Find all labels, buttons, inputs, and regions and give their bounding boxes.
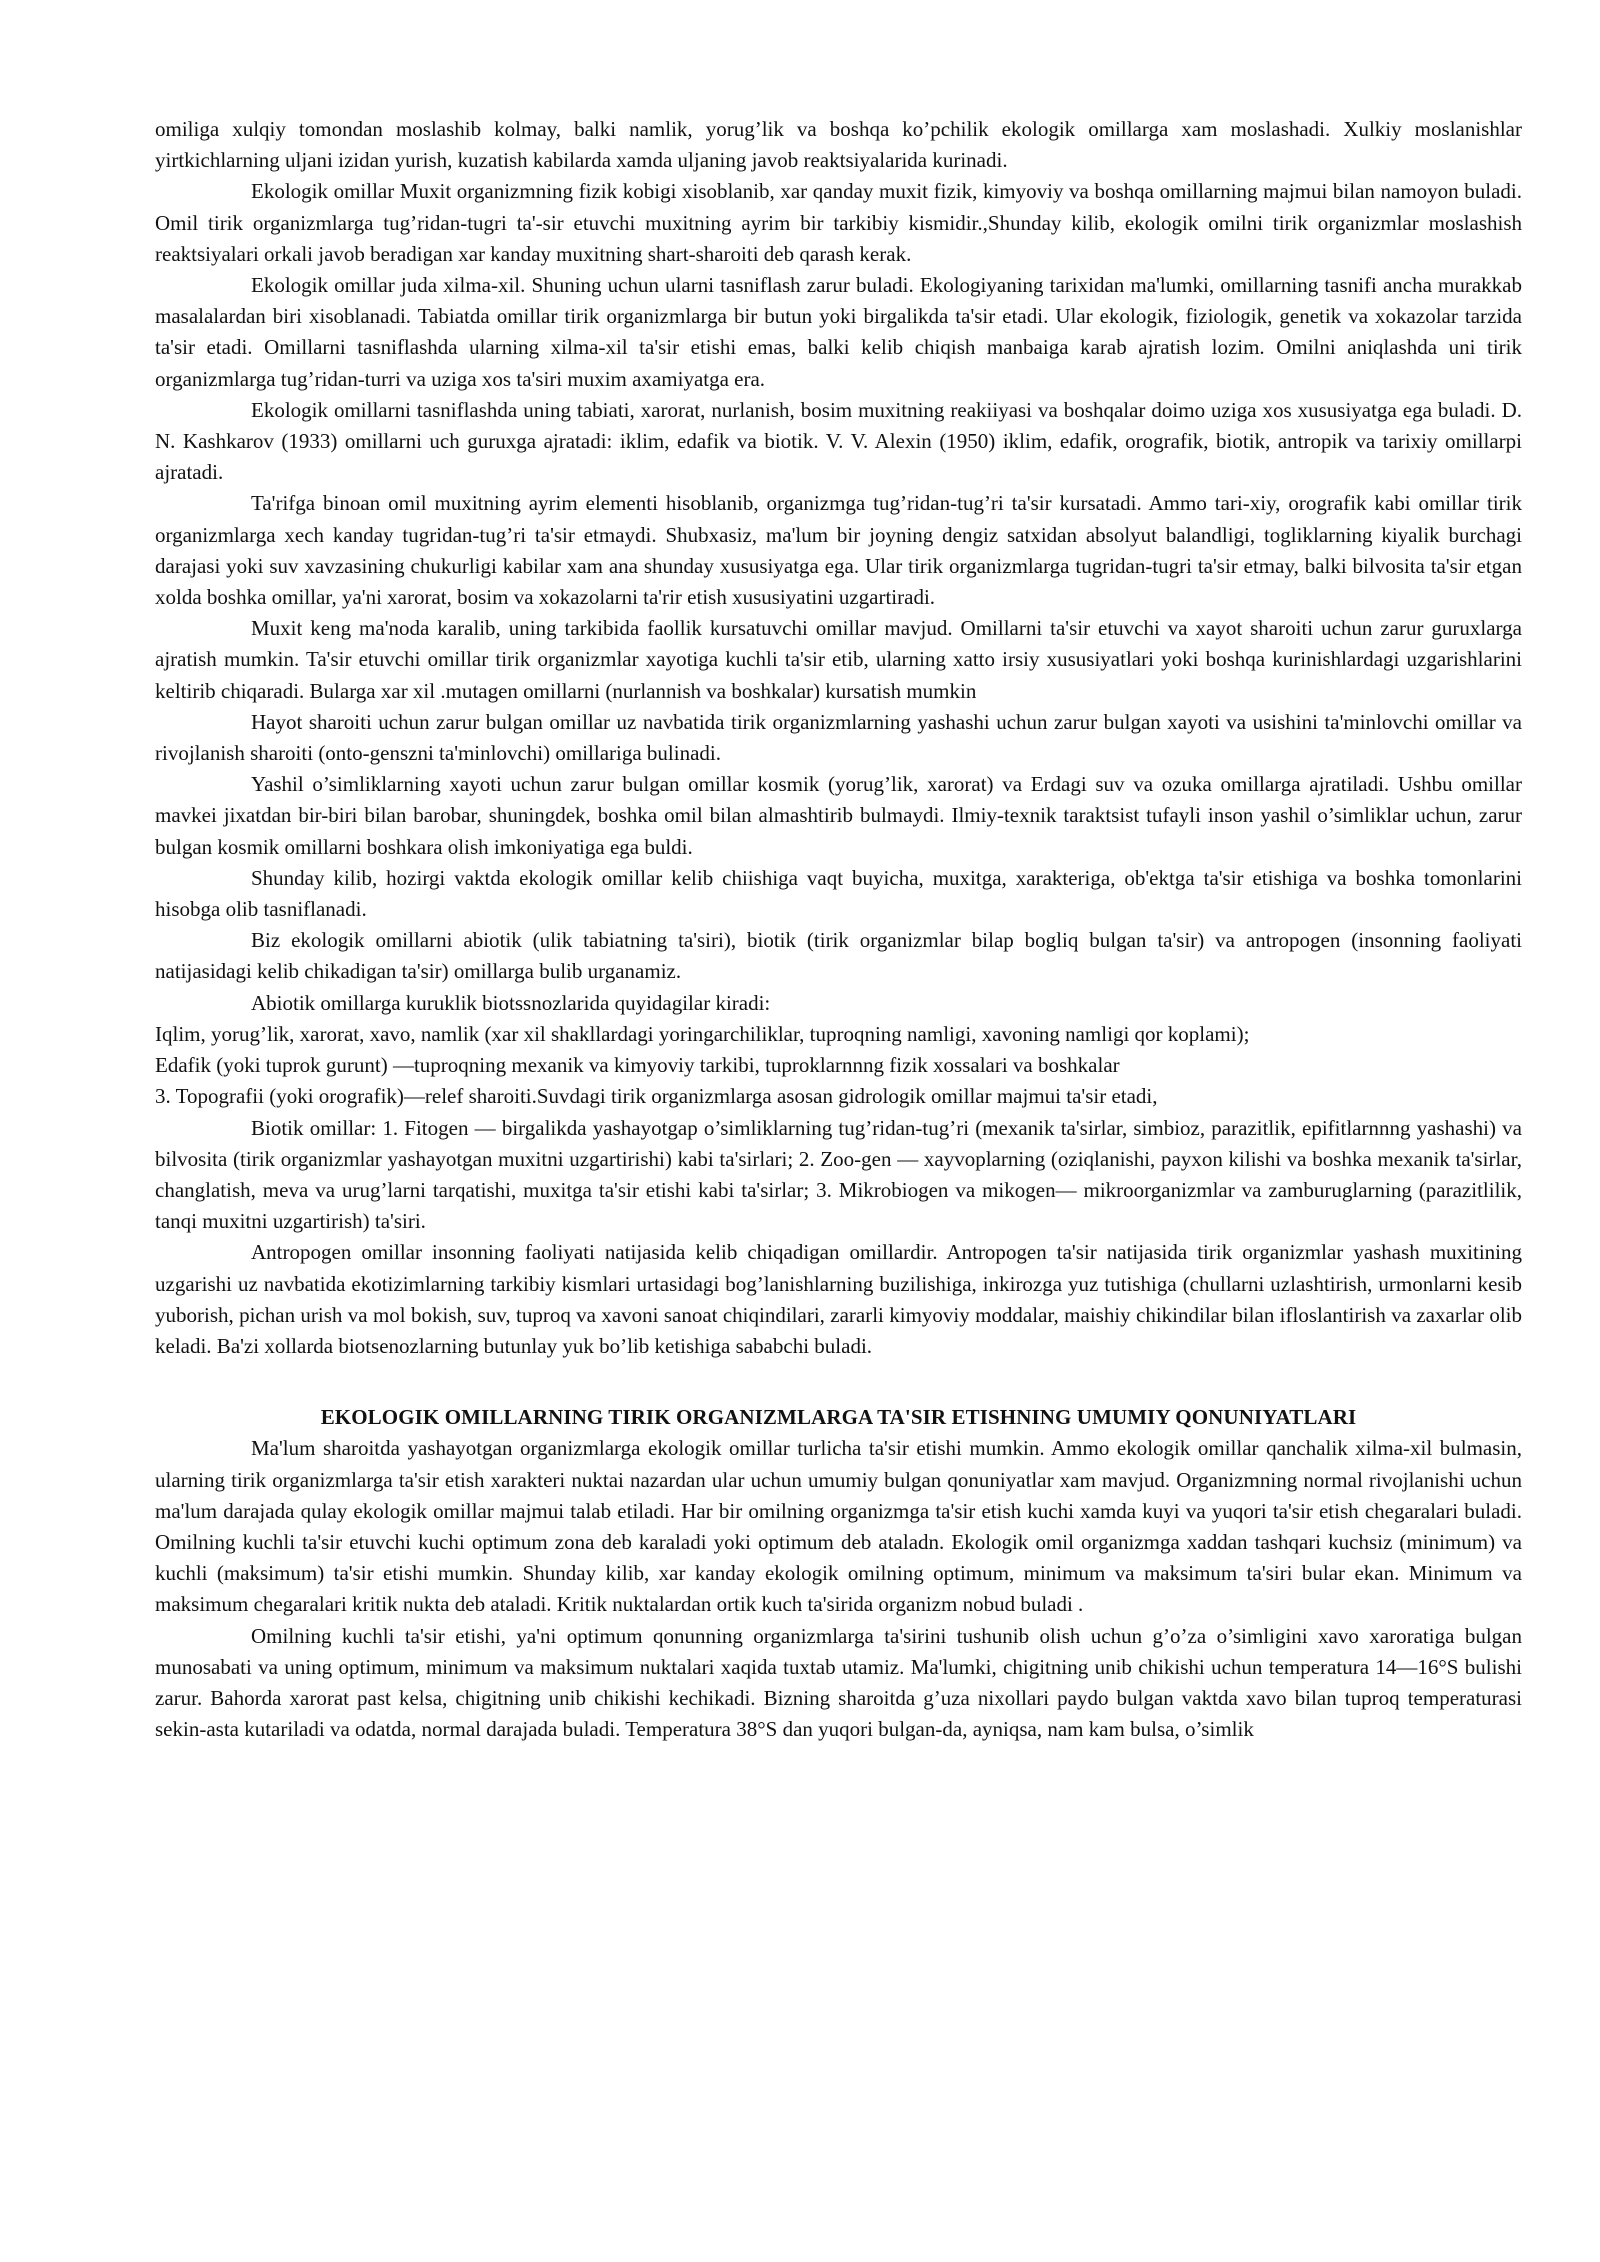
list-item: 3. Topografii (yoki orografik)—relef sharoiti.Suvdagi tirik organizmlarga asosan gidrologik omillar majmui ta'sir etadi, — [155, 1084, 1158, 1109]
paragraph: Biz ekologik omillarni abiotik (ulik tabiatning ta'siri), biotik (tirik organizmlar bilap bogliq bulgan ta'sir) va antropogen (insonning faoliyati natijasidagi kelib chikadigan ta'sir) omillarga bulib urganamiz. — [155, 928, 1522, 984]
paragraph: Omilning kuchli ta'sir etishi, ya'ni optimum qonunning organizmlarga ta'sirini tushunib olish uchun g’o’za o’simligini xavo xaroratiga bulgan munosabati va uning optimum, minimum va maksimum nuktalari xaqida tuxtab utamiz. Ma'lumki, chigitning unib chikishi uchun temperatura 14—16°S bulishi zarur. Bahorda xarorat past kelsa, chigitning unib chikishi kechikadi. Bizning sharoitda g’uza nixollari paydo bulgan vaktda xavo bilan tuproq temperaturasi sekin-asta kutariladi va odatda, normal darajada buladi. Temperatura 38°S dan yuqori bulgan-da, ayniqsa, nam kam bulsa, o’simlik — [155, 1623, 1522, 1742]
paragraph: Yashil o’simliklarning xayoti uchun zarur bulgan omillar kosmik (yorug’lik, xarorat) va Erdagi suv va ozuka omillarga ajratiladi. Ushbu omillar mavkei jixatdan bir-biri bilan barobar, shuningdek, boshka omil bilan almashtirib bulmaydi. Ilmiy-texnik taraktsist tufayli inson yashil o’simliklar uchun, zarur bulgan kosmik omillarni boshkara olish imkoniyatiga ega buldi. — [155, 772, 1522, 859]
paragraph: Biotik omillar: 1. Fitogen — birgalikda yashayotgap o’simliklarning tug’ridan-tug’ri (mexanik ta'sirlar, simbioz, parazitlik, epifitlarnnng yashashi) va bilvosita (tirik organizmlar yashayotgan muxitni uzgartirishi) kabi ta'sirlari; 2. Zoo-gen — xayvoplarning (oziqlanishi, payxon kilishi va boshka mexanik ta'sirlar, changlatish, meva va urug’larni tarqatishi, muxitga ta'sir etishi kabi ta'sirlar; 3. Mikrobiogen va mikogen— mikroorganizmlar va zamburuglarning (parazitlilik, tanqi muxitni uzgartirish) ta'siri. — [155, 1115, 1522, 1234]
document-page — [155, 114, 1522, 1745]
section-heading: EKOLOGIK OMILLARNING TIRIK ORGANIZMLARGA TA'SIR ETISHNING UMUMIY QONUNIYATLARI — [320, 1405, 1357, 1430]
paragraph: Antropogen omillar insonning faoliyati natijasida kelib chiqadigan omillardir. Antropogen ta'sir natijasida tirik organizmlar yashash muxitining uzgarishi uz navbatida ekotizimlarning tarkibiy kismlari urtasidagi bog’lanishlarning buzilishiga, inkirozga yuz tutishiga (chullarni uzlashtirish, urmonlarni kesib yuborish, pichan urish va mol bokish, suv, tuproq va xavoni sanoat chiqindilari, zararli kimyoviy moddalar, maishiy chikindilar bilan ifloslantirish va zaxarlar olib keladi. Ba'zi xollarda biotsenozlarning butunlay yuk bo’lib ketishiga sababchi buladi. — [155, 1240, 1522, 1358]
paragraph: Ekologik omillar Muxit organizmning fizik kobigi xisoblanib, xar qanday muxit fizik, kimyoviy va boshqa omillarning majmui bilan namoyon buladi. Omil tirik organizmlarga tug’ridan-tugri ta'-sir etuvchi muxitning ayrim bir tarkibiy kismidir.,Shunday kilib, ekologik omilni tirik organizmlar moslashish reaktsiyalari orkali javob beradigan xar kanday muxitning shart-sharoiti deb qarash kerak. — [155, 179, 1522, 266]
list-item: Edafik (yoki tuprok gurunt) —tuproqning mexanik va kimyoviy tarkibi, tuproklarnnng fizik xossalari va boshkalar — [155, 1053, 1120, 1078]
paragraph: Muxit keng ma'noda karalib, uning tarkibida faollik kursatuvchi omillar mavjud. Omillarni ta'sir etuvchi va xayot sharoiti uchun zarur guruxlarga ajratish mumkin. Ta'sir etuvchi omillar tirik organizmlar xayotiga kuchli ta'sir etib, ularning xatto irsiy xususiyatlari yoki boshqa kurinishlardagi uzgarishlarini keltirib chiqaradi. Bularga xar xil .mutagen omillarni (nurlannish va boshkalar) kursatish mumkin — [155, 616, 1522, 703]
paragraph: Shunday kilib, hozirgi vaktda ekologik omillar kelib chiishiga vaqt buyicha, muxitga, xarakteriga, ob'ektga ta'sir etishiga va boshka tomonlarini hisobga olib tasniflanadi. — [155, 865, 1522, 922]
paragraph: Ta'rifga binoan omil muxitning ayrim elementi hisoblanib, organizmga tug’ridan-tug’ri ta'sir kursatadi. Ammo tari-xiy, orografik kabi omillar tirik organizmlarga xech kanday tugridan-tug’ri ta'sir etmaydi. Shubxasiz, ma'lum bir joyning dengiz satxidan absolyut balandligi, togliklarning kiyalik burchagi darajasi yoki suv xavzasining chukurligi kabilar xam ana shunday xususiyatga ega. Ular tirik organizmlarga tugridan-tugri ta'sir etmay, balki bilvosita ta'sir etgan xolda boshka omillar, ya'ni xarorat, bosim va xokazolarni ta'rir etish xususiyatini uzgartiradi. — [155, 491, 1522, 610]
paragraph: Ma'lum sharoitda yashayotgan organizmlarga ekologik omillar turlicha ta'sir etishi mumkin. Ammo ekologik omillar qanchalik xilma-xil bulmasin, ularning tirik organizmlarga ta'sir etish xarakteri nuktai nazardan ular uchun umumiy bulgan qonuniyatlar xam mavjud. Organizmning normal rivojlanishi uchun ma'lum darajada qulay ekologik omillar majmui talab etiladi. Har bir omilning organizmga ta'sir etish kuchi xamda kuyi va yuqori ta'sir etish chegaralari buladi. Omilning kuchli ta'sir etuvchi kuchi optimum zona deb karaladi yoki optimum deb ataladn. Ekologik omil organizmga xaddan tashqari kuchsiz (minimum) va kuchli (maksimum) ta'sir etishi mumkin. Shunday kilib, xar kanday ekologik omilning optimum, minimum va maksimum ta'siri bular ekan. Minimum va maksimum chegaralari kritik nukta deb ataladi. Kritik nuktalardan ortik kuch ta'sirida organizm nobud buladi . — [155, 1436, 1522, 1617]
paragraph: Ekologik omillar juda xilma-xil. Shuning uchun ularni tasniflash zarur buladi. Ekologiyaning tarixidan ma'lumki, omillarning tasnifi ancha murakkab masalalardan biri xisoblanadi. Tabiatda omillar tirik organizmlarga bir butun yoki birgalikda ta'sir etadi. Ular ekologik, fiziologik, genetik va xokazolar tarzida ta'sir etadi. Omillarni tasniflashda ularning xilma-xil ta'sir etishi emas, balki kelib chiqish manbaiga karab ajratish lozim. Omilni aniqlashda uni tirik organizmlarga tug’ridan-turri va uziga xos ta'siri muxim axamiyatga era. — [155, 273, 1522, 391]
paragraph: omiliga xulqiy tomondan moslashib kolmay, balki namlik, yorug’lik va boshqa ko’pchilik ekologik omillarga xam moslashadi. Xulkiy moslanishlar yirtkichlarning uljani izidan yurish, kuzatish kabilarda xamda uljaning javob reaktsiyalarida kurinadi. — [155, 117, 1522, 173]
paragraph: Abiotik omillarga kuruklik biotssnozlarida quyidagilar kiradi: — [251, 990, 771, 1015]
paragraph: Hayot sharoiti uchun zarur bulgan omillar uz navbatida tirik organizmlarning yashashi uchun zarur bulgan xayoti va usishini ta'minlovchi omillar va rivojlanish sharoiti (onto-genszni ta'minlovchi) omillariga bulinadi. — [155, 709, 1522, 766]
list-item: Iqlim, yorug’lik, xarorat, xavo, namlik (xar xil shakllardagi yoringarchiliklar, tuproqning namligi, xavoning namligi qor koplami); — [155, 1021, 1250, 1046]
paragraph: Ekologik omillarni tasniflashda uning tabiati, xarorat, nurlanish, bosim muxitning reakiiyasi va boshqalar doimo uziga xos xususiyatga ega buladi. D. N. Kashkarov (1933) omillarni uch guruxga ajratadi: iklim, edafik va biotik. V. V. Alexin (1950) iklim, edafik, orografik, biotik, antropik va tarixiy omillarpi ajratadi. — [155, 397, 1522, 485]
